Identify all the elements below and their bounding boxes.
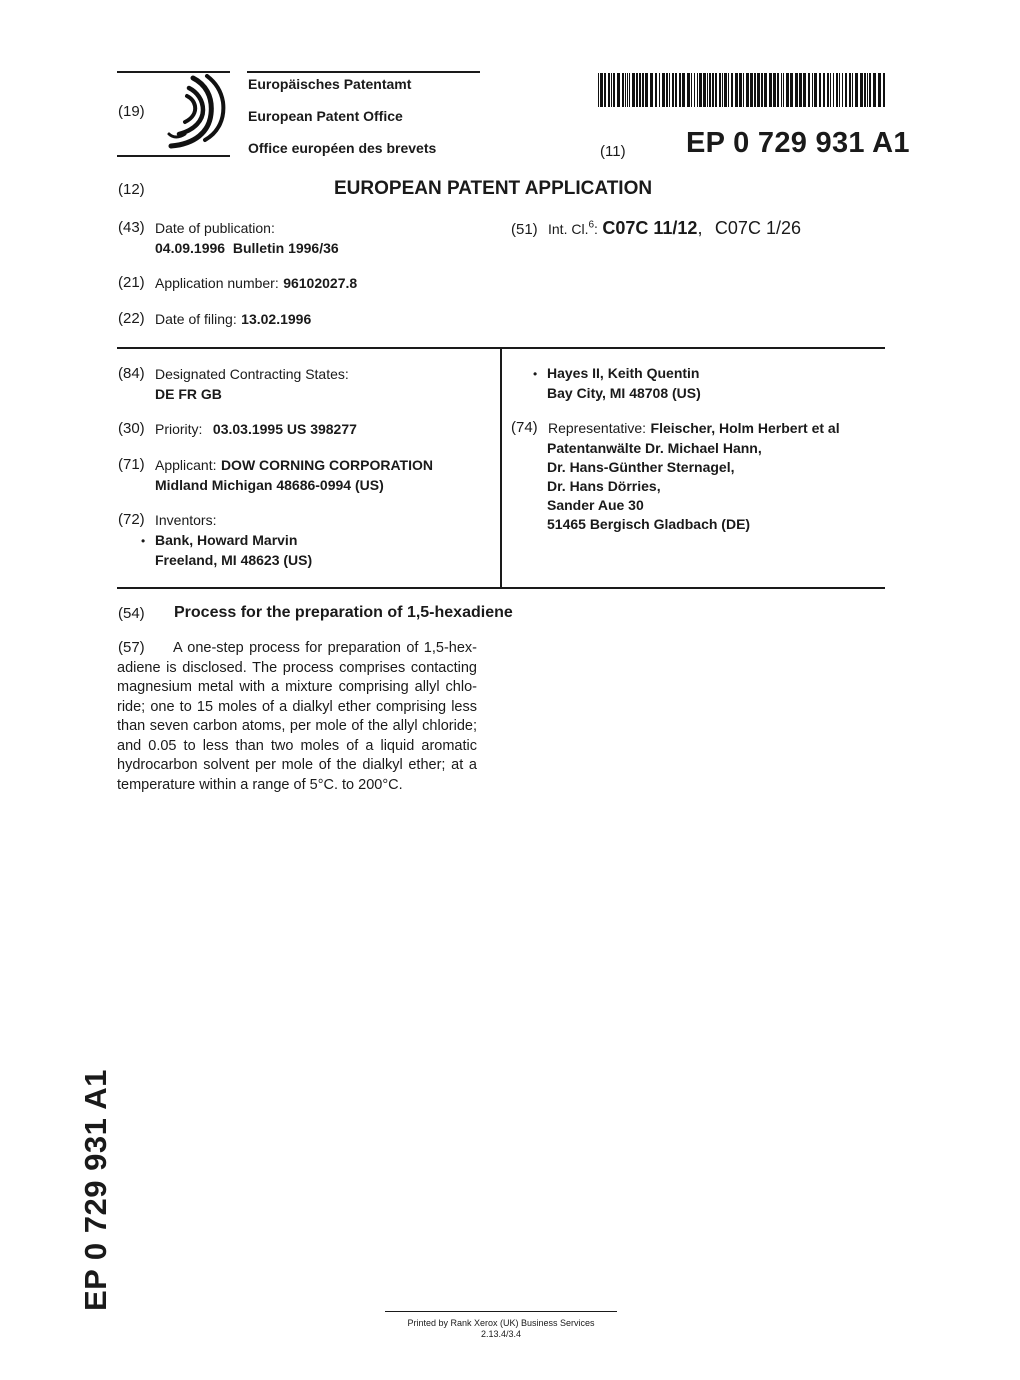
inventor-name: Hayes II, Keith Quentin	[547, 365, 700, 381]
inventor-item	[141, 532, 297, 550]
ref-57: (57)	[118, 639, 145, 656]
representative-line: Dr. Hans Dörries,	[547, 478, 661, 494]
abstract-line: adiene is disclosed. The process comprises contacting	[117, 659, 477, 676]
barcode-bar	[598, 73, 599, 107]
inventor-address: Freeland, MI 48623 (US)	[155, 552, 313, 568]
barcode-bar	[715, 73, 717, 107]
barcode-bar	[790, 73, 793, 107]
barcode-bar	[773, 73, 776, 107]
ref-54: (54)	[118, 605, 145, 622]
barcode-bar	[611, 73, 612, 107]
barcode-bar	[769, 73, 772, 107]
barcode-bar	[629, 73, 630, 107]
barcode-bar	[799, 73, 802, 107]
barcode-bar	[761, 73, 763, 107]
document-type: EUROPEAN PATENT APPLICATION	[334, 178, 653, 199]
abstract	[117, 639, 477, 795]
abstract-line: and 0.05 to less than two moles of a liquid aromatic	[117, 737, 477, 754]
barcode-bar	[694, 73, 695, 107]
barcode-bar	[783, 73, 784, 107]
applicant	[155, 457, 433, 475]
classification-label: Int. Cl.	[548, 221, 589, 237]
barcode-bar	[883, 73, 885, 107]
epo-logo-icon	[165, 74, 229, 154]
barcode-bar	[757, 73, 760, 107]
abstract-line: hydrocarbon solvent per mole of the dialkyl ether; at a	[117, 757, 477, 773]
states-value: DE FR GB	[155, 386, 222, 402]
barcode-bar	[719, 73, 721, 107]
ref-43: (43)	[118, 219, 145, 236]
priority-label: Priority:	[155, 421, 203, 437]
barcode-bar	[777, 73, 779, 107]
barcode-bar	[819, 73, 821, 107]
barcode-bar	[781, 73, 782, 107]
ref-72: (72)	[118, 511, 145, 528]
publication-number: EP 0 729 931 A1	[686, 127, 910, 159]
ref-12: (12)	[118, 181, 145, 198]
barcode-bar	[873, 73, 876, 107]
abstract-line: magnesium metal with a mixture comprising allyl chlo-	[117, 679, 477, 695]
representative-line: Sander Aue 30	[547, 497, 644, 513]
barcode-bar	[731, 73, 733, 107]
barcode-bar	[839, 73, 840, 107]
ref-21: (21)	[118, 274, 145, 291]
barcode-bar	[650, 73, 653, 107]
barcode-bar	[642, 73, 644, 107]
barcode-bar	[622, 73, 624, 107]
barcode-bar	[830, 73, 831, 107]
barcode-bar	[739, 73, 742, 107]
filing-date-label: Date of filing:	[155, 311, 237, 327]
bullet-icon: •	[533, 367, 538, 381]
office-name-en: European Patent Office	[248, 108, 403, 124]
barcode-bar	[728, 73, 729, 107]
barcode-bar	[814, 73, 817, 107]
inventor-item	[533, 365, 699, 383]
barcode-bar	[855, 73, 858, 107]
ref-74: (74)	[511, 419, 538, 436]
footer-code: 2.13.4/3.4	[480, 1329, 522, 1339]
representative-label: Representative:	[548, 420, 647, 436]
barcode-bar	[645, 73, 648, 107]
invention-title: Process for the preparation of 1,5-hexadiene	[174, 604, 513, 621]
barcode-bar	[808, 73, 810, 107]
representative-name: Fleischer, Holm Herbert et al	[650, 420, 840, 436]
barcode-bar	[679, 73, 681, 107]
barcode-bar	[669, 73, 670, 107]
barcode-bar	[750, 73, 753, 107]
barcode-bar	[845, 73, 847, 107]
application-number-value: 96102027.8	[283, 275, 358, 291]
barcode-bar	[687, 73, 690, 107]
ref-51: (51)	[511, 221, 538, 238]
priority	[155, 421, 357, 439]
barcode-bar	[709, 73, 711, 107]
barcode-bar	[722, 73, 723, 107]
barcode-bar	[836, 73, 838, 107]
bullet-icon: •	[141, 534, 146, 548]
barcode-bar	[743, 73, 744, 107]
barcode-bar	[666, 73, 668, 107]
barcode-bar	[636, 73, 638, 107]
barcode-bar	[823, 73, 825, 107]
printer-line: Printed by Rank Xerox (UK) Business Services	[407, 1318, 595, 1328]
classification-comma: ,	[697, 218, 703, 238]
barcode-bar	[707, 73, 708, 107]
barcode-bar	[697, 73, 698, 107]
abstract-line: A one-step process for preparation of 1,5-hex-	[173, 640, 477, 656]
barcode-bar	[827, 73, 829, 107]
inventors-label: Inventors:	[155, 512, 217, 528]
barcode-bar	[662, 73, 665, 107]
barcode-bar	[849, 73, 851, 107]
application-number-label: Application number:	[155, 275, 279, 291]
classification-edition: 6	[588, 219, 595, 231]
barcode-bar	[632, 73, 635, 107]
barcode-bar	[675, 73, 677, 107]
barcode-bar	[655, 73, 657, 107]
barcode-bar	[613, 73, 615, 107]
applicant-label: Applicant:	[155, 457, 217, 473]
barcode-bar	[786, 73, 789, 107]
barcode-bar	[795, 73, 798, 107]
barcode-bar	[691, 73, 692, 107]
barcode-bar	[617, 73, 620, 107]
barcode-bar	[864, 73, 866, 107]
representative	[548, 420, 840, 438]
abstract-line: than seven carbon atoms, per mole of the allyl chloride;	[117, 718, 477, 734]
barcode-bar	[860, 73, 863, 107]
barcode-bar	[833, 73, 834, 107]
barcode-bar	[672, 73, 674, 107]
classification-colon: :	[594, 221, 598, 237]
applicant-name: DOW CORNING CORPORATION	[220, 457, 434, 473]
ref-19: (19)	[118, 103, 145, 120]
states-label: Designated Contracting States:	[155, 366, 349, 382]
barcode-bar	[608, 73, 610, 107]
classification-primary: C07C 11/12	[602, 218, 698, 238]
applicant-address: Midland Michigan 48686-0994 (US)	[155, 477, 384, 493]
barcode-bar	[746, 73, 749, 107]
ref-71: (71)	[118, 456, 145, 473]
barcode-bar	[724, 73, 727, 107]
barcode-bar	[682, 73, 685, 107]
barcode-bar	[869, 73, 871, 107]
barcode	[598, 73, 886, 107]
barcode-bar	[878, 73, 881, 107]
priority-value: 03.03.1995 US 398277	[212, 421, 357, 437]
filing-date-value: 13.02.1996	[241, 311, 312, 327]
barcode-bar	[627, 73, 628, 107]
inventor-address: Bay City, MI 48708 (US)	[547, 385, 701, 401]
abstract-line: temperature within a range of 5°C. to 200°C.	[117, 776, 403, 793]
barcode-bar	[803, 73, 806, 107]
barcode-bar	[659, 73, 660, 107]
office-name-de: Europäisches Patentamt	[248, 76, 412, 92]
classification-secondary: C07C 1/26	[714, 218, 801, 238]
application-number	[155, 275, 357, 293]
barcode-bar	[600, 73, 603, 107]
filing-date	[155, 311, 311, 329]
barcode-bar	[639, 73, 641, 107]
representative-line: Dr. Hans-Günther Sternagel,	[547, 459, 735, 475]
office-name-fr: Office européen des brevets	[248, 140, 437, 156]
representative-line: 51465 Bergisch Gladbach (DE)	[547, 516, 751, 532]
barcode-bar	[703, 73, 706, 107]
side-publication-number: EP 0 729 931 A1	[78, 1069, 113, 1311]
publication-date-label: Date of publication:	[155, 220, 275, 236]
barcode-bar	[754, 73, 756, 107]
ref-30: (30)	[118, 420, 145, 437]
barcode-bar	[852, 73, 853, 107]
barcode-bar	[699, 73, 702, 107]
ref-84: (84)	[118, 365, 145, 382]
publication-date-value: 04.09.1996 Bulletin 1996/36	[155, 240, 339, 256]
barcode-bar	[735, 73, 738, 107]
classification	[548, 218, 801, 239]
barcode-bar	[604, 73, 606, 107]
ref-22: (22)	[118, 310, 145, 327]
ref-11: (11)	[600, 143, 626, 160]
barcode-bar	[867, 73, 868, 107]
inventor-name: Bank, Howard Marvin	[155, 532, 298, 548]
barcode-bar	[625, 73, 626, 107]
barcode-bar	[842, 73, 843, 107]
abstract-line: ride; one to 15 moles of a dialkyl ether comprising less	[117, 698, 477, 715]
representative-line: Patentanwälte Dr. Michael Hann,	[547, 440, 762, 456]
barcode-bar	[712, 73, 714, 107]
barcode-bar	[764, 73, 767, 107]
barcode-bar	[812, 73, 813, 107]
